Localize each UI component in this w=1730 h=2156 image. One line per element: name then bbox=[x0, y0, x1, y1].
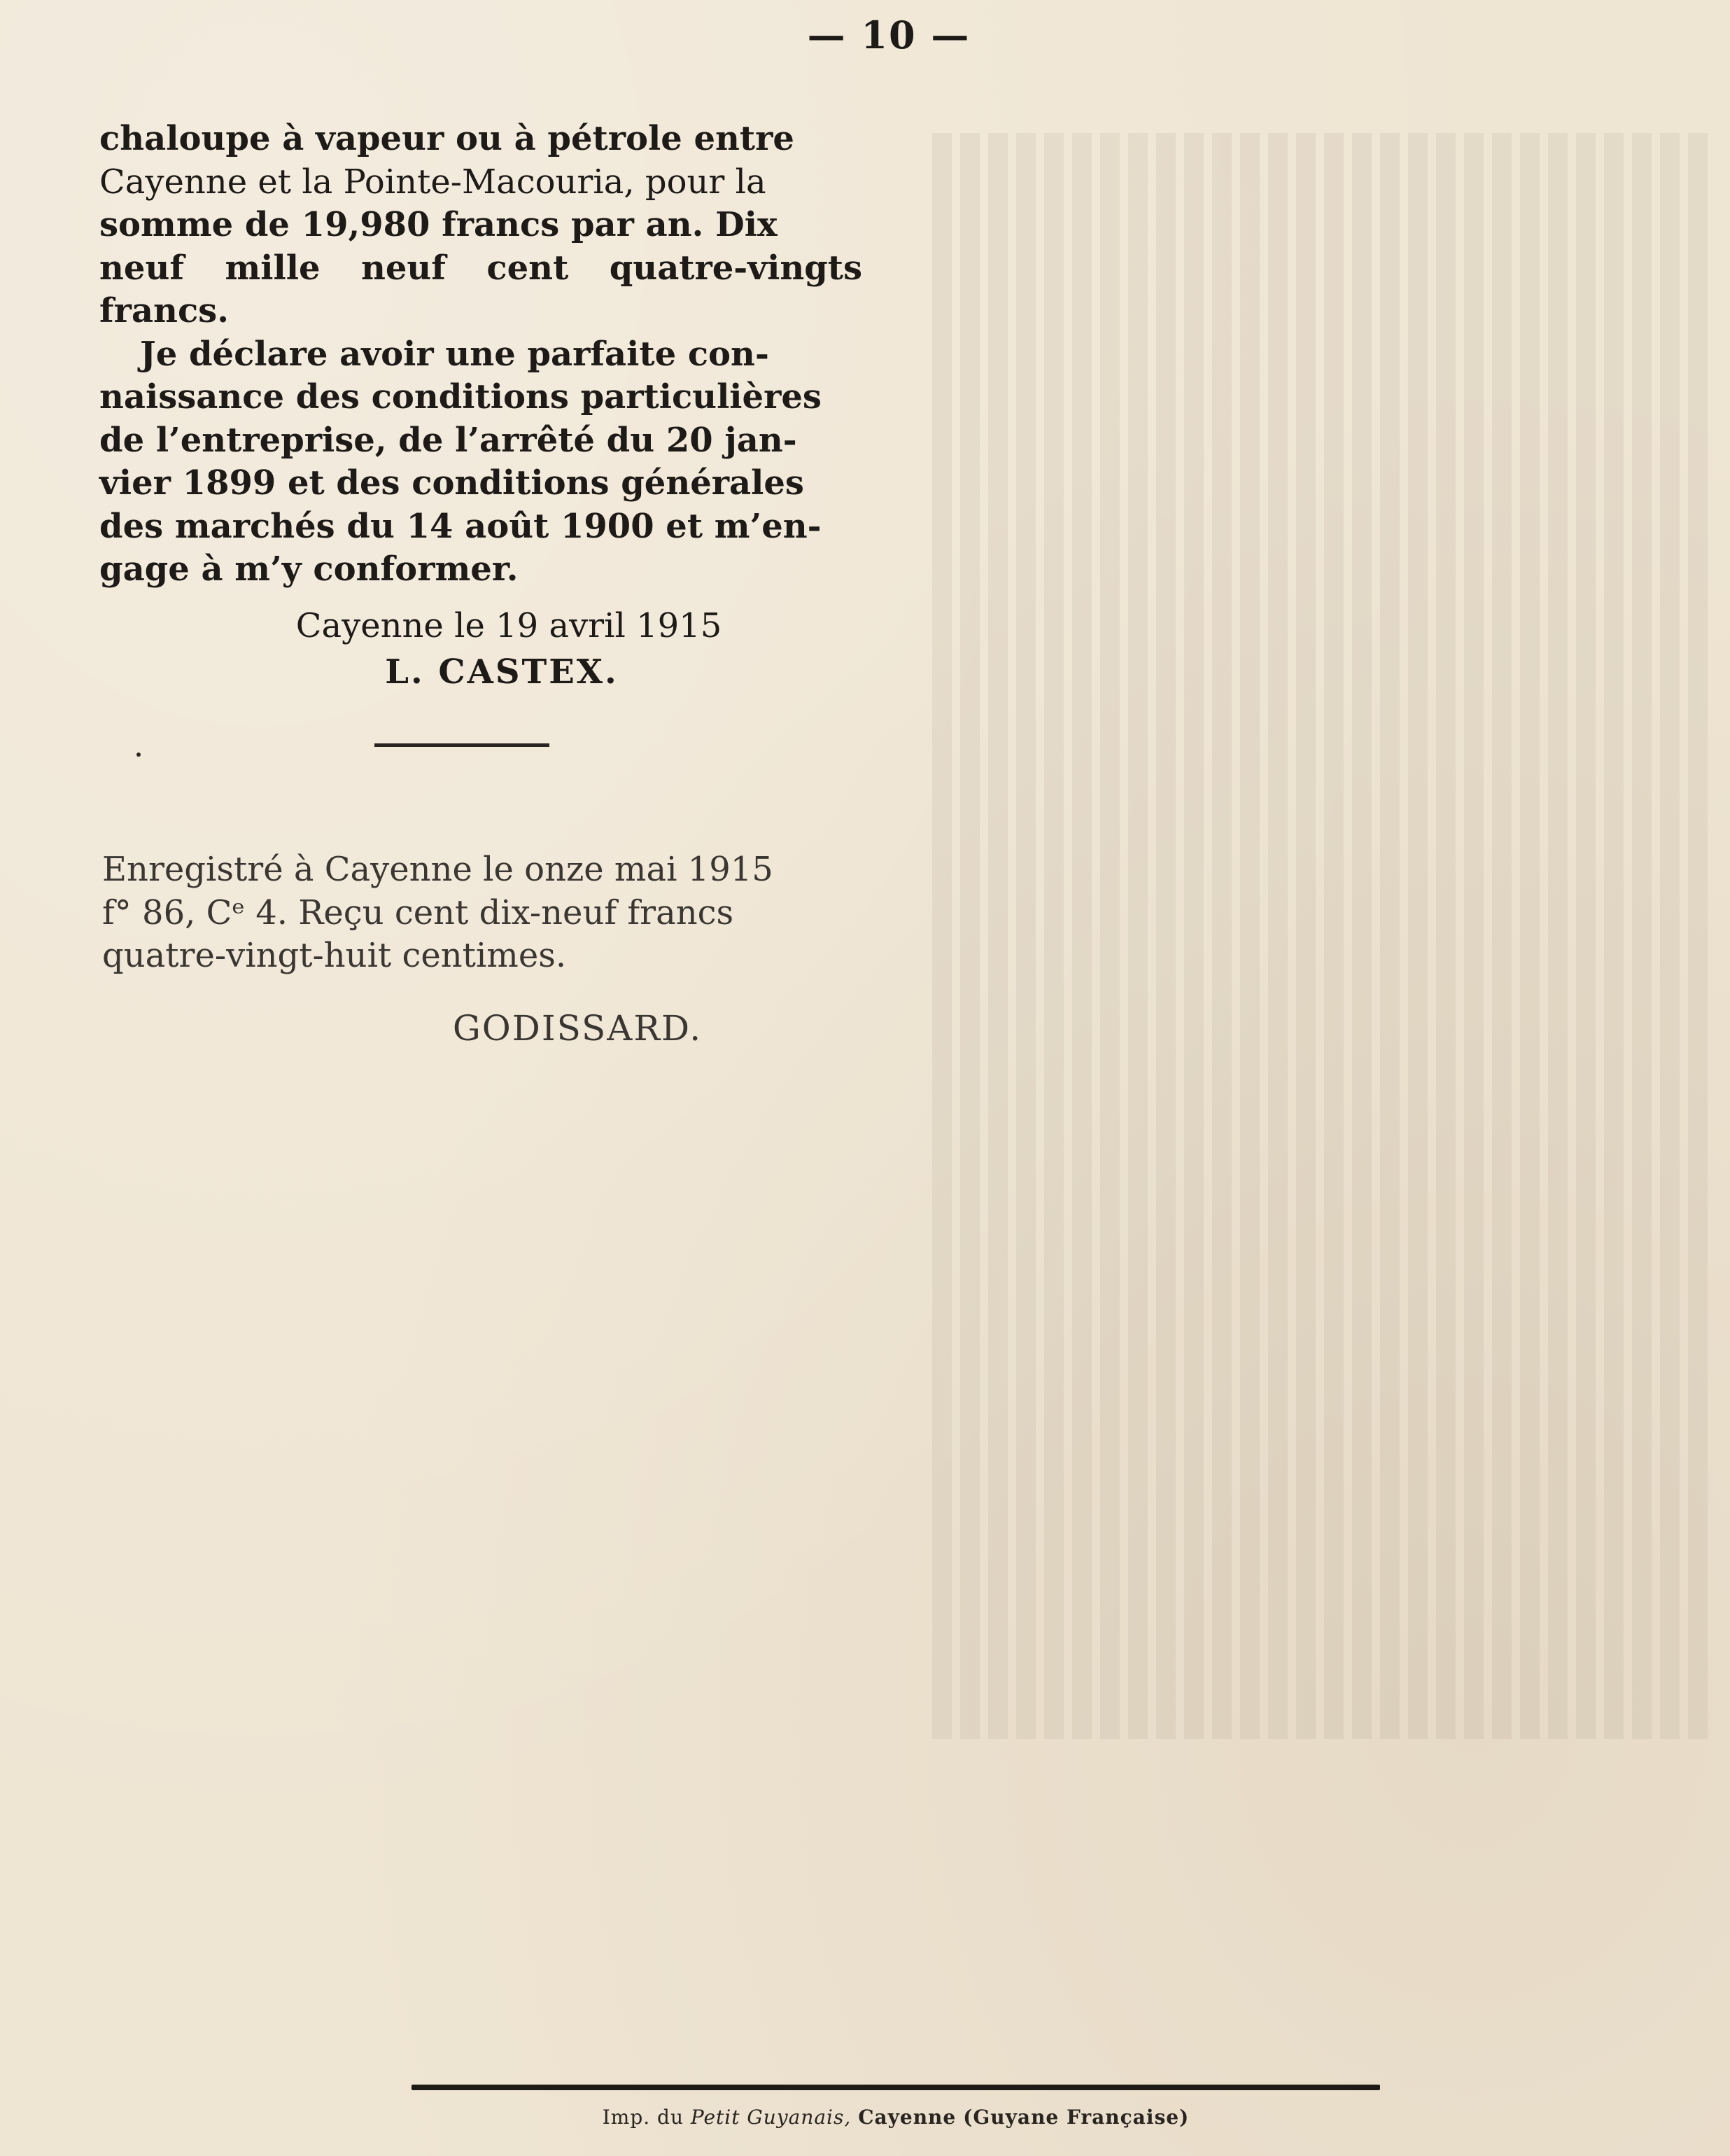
body-line: neuf mille neuf cent quatre-vingts francs. bbox=[99, 248, 862, 330]
registrar-signature: GODISSARD. bbox=[452, 1008, 703, 1049]
declaration-line: gage à m’y conformer. bbox=[99, 550, 519, 589]
printer-imprint bbox=[412, 2106, 1380, 2129]
declaration-line: de l’entreprise, de l’arrêté du 20 jan- bbox=[99, 420, 797, 460]
registration-line: quatre-vingt-huit centimes. bbox=[102, 936, 567, 975]
imprint-region: (Guyane Française) bbox=[963, 2106, 1190, 2129]
declaration-line: vier 1899 et des conditions générales bbox=[99, 463, 804, 503]
ink-speck bbox=[136, 752, 141, 757]
declaration-line: naissance des conditions particulières bbox=[99, 377, 822, 416]
declaration-line: Je déclare avoir une parfaite con- bbox=[140, 334, 769, 374]
place-date: Cayenne le 19 avril 1915 bbox=[295, 606, 722, 645]
imprint-paper: Petit Guyanais, bbox=[690, 2106, 852, 2129]
registration-block bbox=[102, 848, 862, 978]
signature: L. CASTEX. bbox=[385, 652, 619, 692]
registration-line: f° 86, Cᵉ 4. Reçu cent dix-neuf francs bbox=[102, 892, 734, 932]
imprint-city: Cayenne bbox=[858, 2106, 957, 2129]
show-through-text bbox=[931, 133, 1708, 2023]
registration-line: Enregistré à Cayenne le onze mai 1915 bbox=[102, 850, 773, 889]
body-line: somme de 19,980 francs par an. Dix bbox=[99, 205, 778, 244]
main-text-column bbox=[99, 118, 862, 694]
body-line: chaloupe à vapeur ou à pétrole entre bbox=[99, 119, 794, 158]
imprint-prefix: Imp. du bbox=[602, 2106, 684, 2129]
footer-rule bbox=[412, 2085, 1380, 2090]
declaration-line: des marchés du 14 août 1900 et m’en- bbox=[99, 506, 822, 546]
body-line: Cayenne et la Pointe-Macouria, pour la bbox=[99, 162, 766, 202]
page-number: — 10 — bbox=[807, 13, 971, 57]
section-divider bbox=[374, 743, 549, 747]
